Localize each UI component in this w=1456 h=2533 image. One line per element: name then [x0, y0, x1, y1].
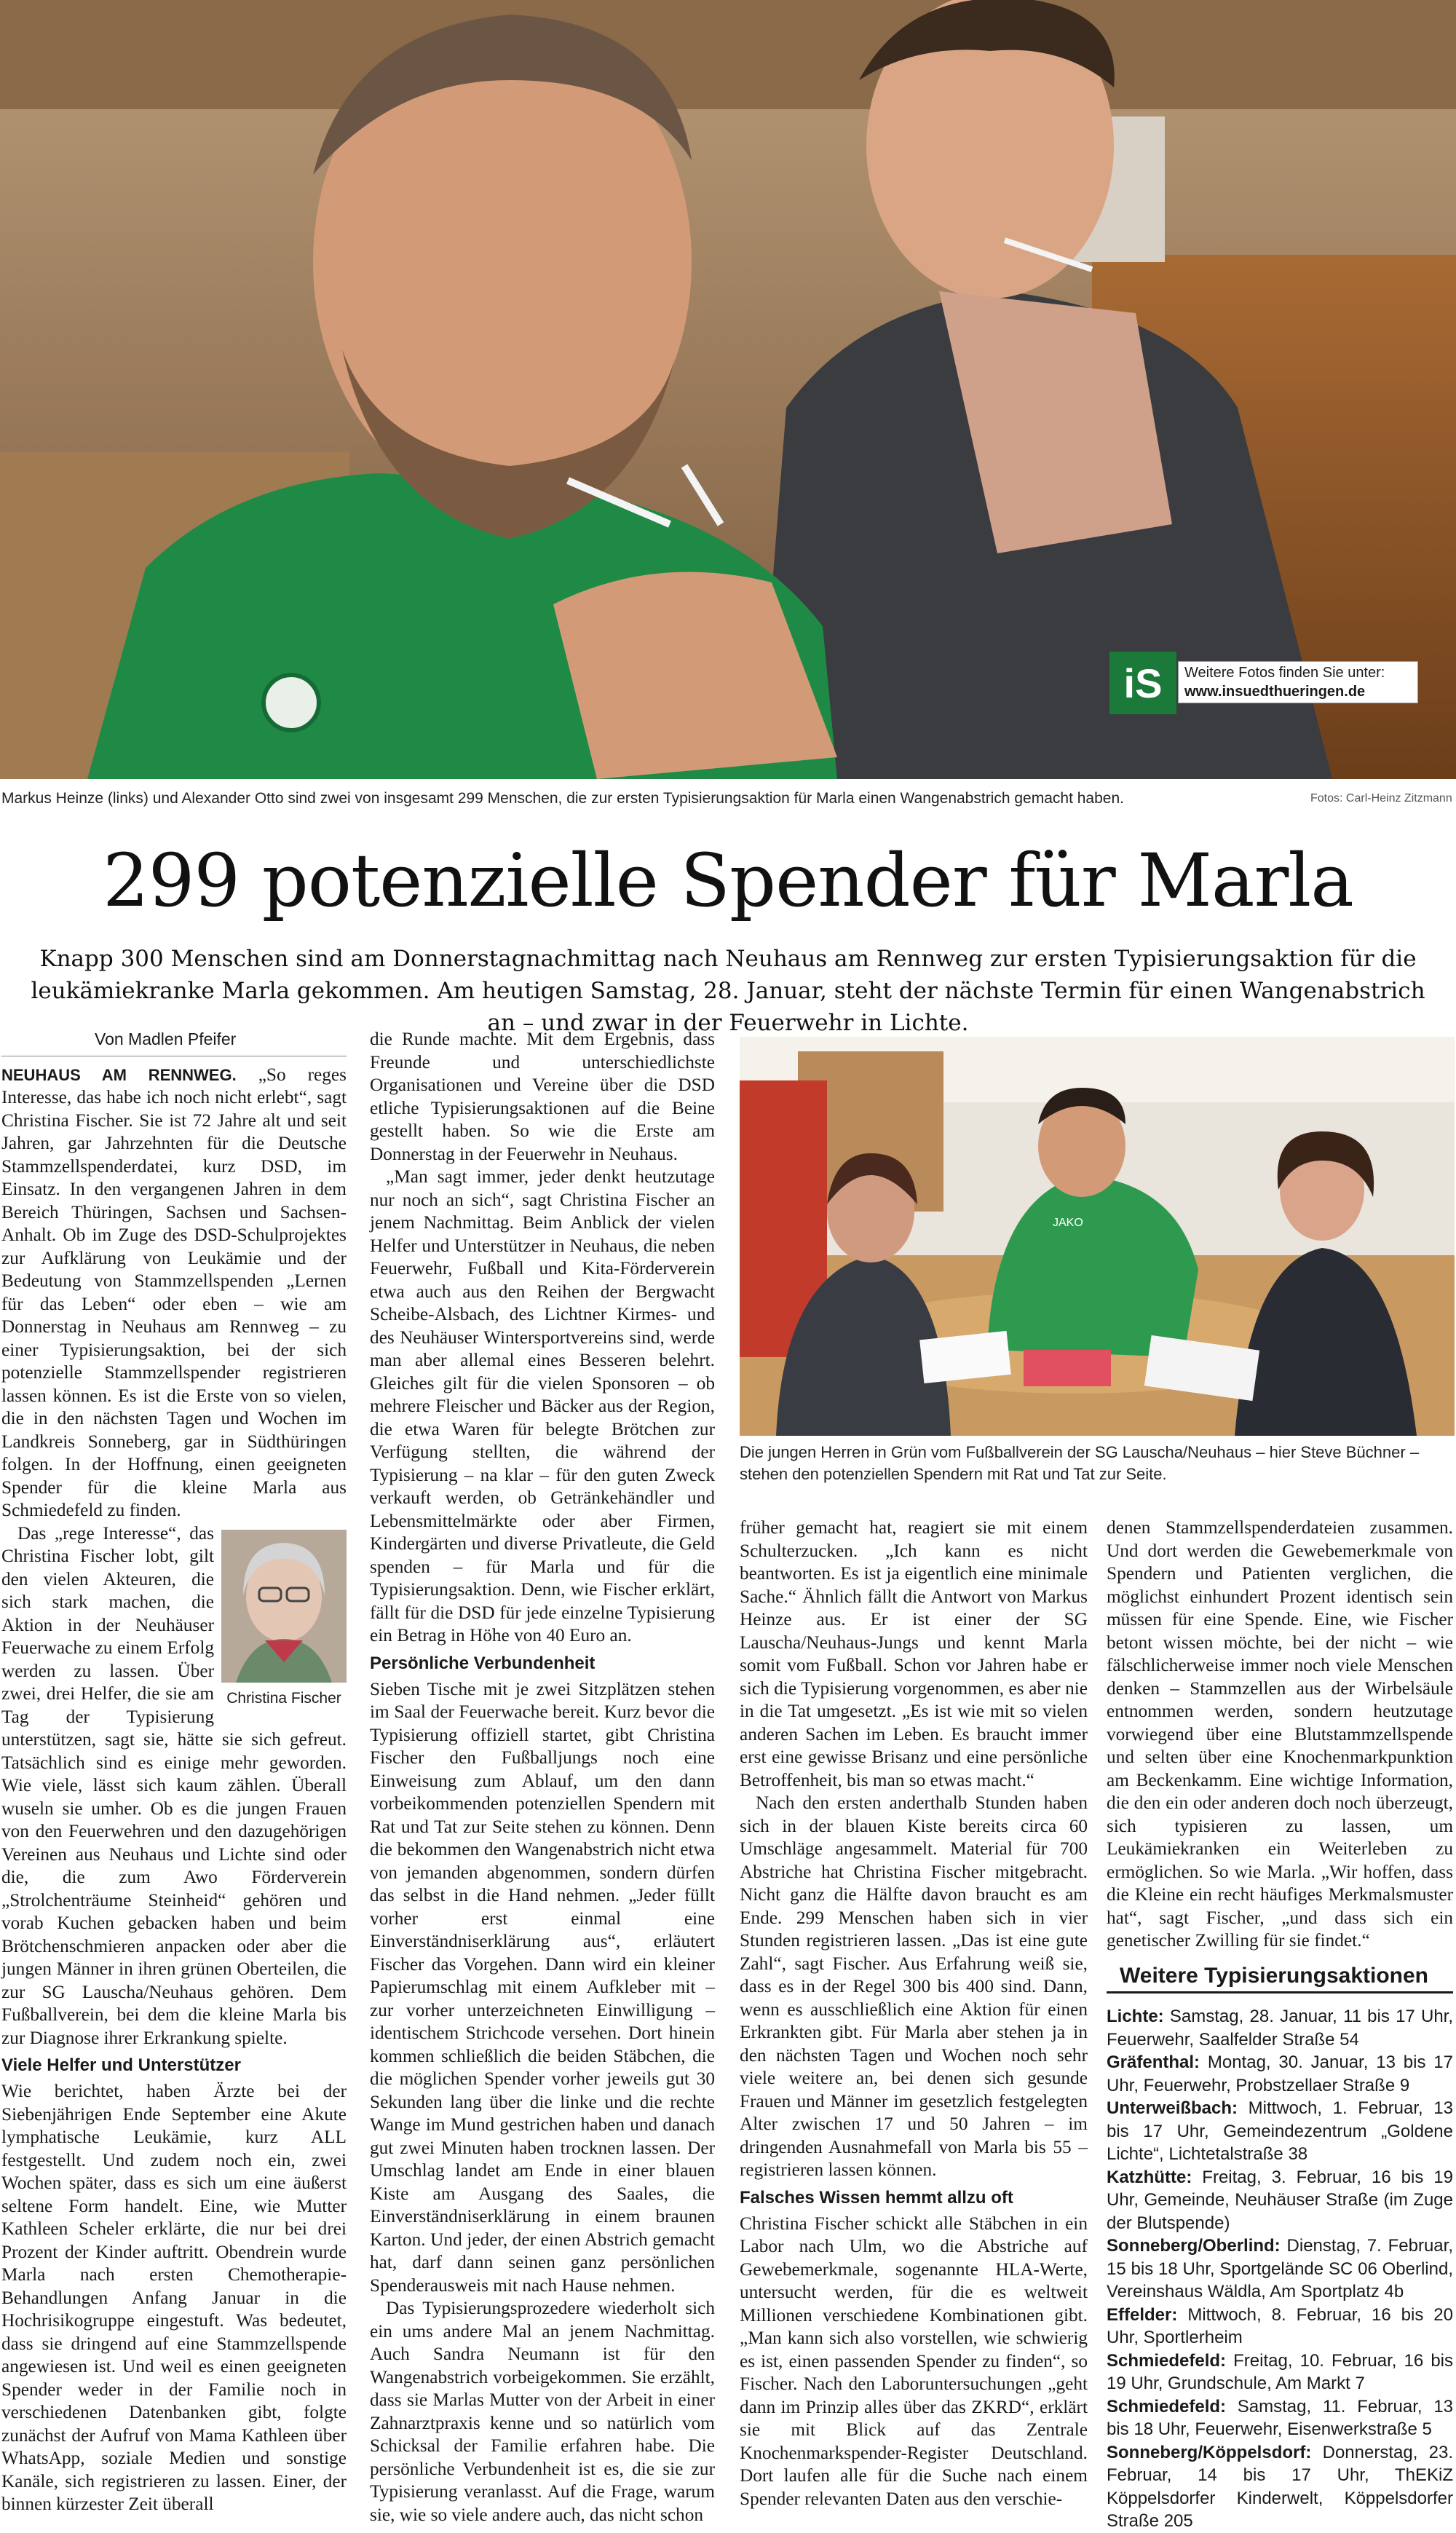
paragraph: denen Stammzellspenderdateien zusammen. Und dort werden die Gewebemerkmale von Spendern und Patienten verglichen, die möglichst einhundert Prozent identisch sein müssen für eine Spende. Eine, wie Fischer betont wissen möchte, bei der nicht – wie fälschlicherweise immer noch viele Menschen denken – Stammzellen aus der Wirbelsäule entnommen werden, sondern heutzutage vorwiegend über eine Blutstammzellspende und selten über eine Knochenmarkpunktion am Beckenkamm. Eine wichtige Information, die den ein oder anderen doch noch überzeugt, sich typisieren zu lassen, um Leukämiekranken ein Weiterleben zu ermöglichen. So wie Marla. „Wir hoffen, dass die Kleine ein recht häufiges Merkmalsmuster hat“, sagt Fischer, „und dass sich ein genetischer Zwilling für sie findet.“: [1107, 1517, 1453, 1951]
events-list: [1107, 2005, 1453, 2533]
paragraph: Das Typisierungsprozedere wiederholt sich ein ums andere Mal an jenem Nachmittag. Auch Sandra Neumann ist für den Wangenabstrich vorbeigekommen. Sie erzählt, dass sie Marlas Mutter von der Arbeit in einer Zahnarztpraxis kenne und so natürlich vom Schicksal der Familie erfahren habe. Die persönliche Verbundenheit ist es, die sie zur Typisierung veranlasst. Auf die Frage, warum sie, wie so viele andere auch, das nicht schon: [370, 2298, 715, 2525]
paragraph: die Runde machte. Mit dem Ergebnis, dass Freunde und unterschiedlichste Organisationen und Vereine über die DSD etliche Typisierungsaktionen auf die Beine gestellt haben. So wie die Erste am Donnerstag in der Feuerwehr in Neuhaus.: [370, 1029, 715, 1164]
article-column-2: [370, 1028, 715, 2526]
paragraph: [1, 1064, 347, 1522]
event-item: [1107, 2304, 1453, 2350]
event-place: Schmiedefeld:: [1107, 2396, 1227, 2417]
article-column-4: [1107, 1517, 1453, 2533]
paragraph: Wie berichtet, haben Ärzte bei der Siebenjährigen Ende September eine Akute lymphatische Leukämie, kurz ALL festgestellt. Und zudem noch ein, zwei Wochen später, dass es sich um eine äußerst seltene Form handelt. Eine, wie Mutter Kathleen Scheler erklärte, die nur bei drei Prozent der Kinder auftritt. Obendrein wurde Marla nach ersten Chemotherapie-Behandlungen Anfang Januar in die Hochrisikogruppe eingestuft. Was bedeutet, dass sie dringend auf eine Stammzellspende angewiesen ist. Und weil es einen geeigneten Spender weder in der Familie noch in verschiedenen Datenbanken gibt, folgte zunächst der Aufruf von Mama Kathleen über WhatsApp, soziale Medien und sonstige Kanäle, sich registrieren zu lassen. Einer, der binnen kürzester Zeit überall: [1, 2081, 347, 2514]
subheading: Falsches Wissen hemmt allzu oft: [740, 2187, 1013, 2208]
jersey-text: JAKO: [1053, 1217, 1083, 1229]
event-item: [1107, 2005, 1453, 2051]
photo-credit: Fotos: Carl-Heinz Zitzmann: [1310, 792, 1452, 805]
more-photos-link[interactable]: www.insuedthueringen.de: [1184, 684, 1366, 700]
paragraph-text: Das „rege Interesse“, das Christina Fischer lobt, gilt den vielen Akteuren, die sich stark machen, die Aktion in der Neuhäuser Feuerwache zu einem Erfolg werden zu lassen. Über zwei, drei Helfer, die sie am Tag der Typisierung unterstützen, sagt sie, hätte sie sich gefreut. Tatsächlich sind es einige mehr geworden. Wie viele, lässt sich kaum zählen. Überall wuseln sie umher. Ob es die jungen Frauen von den Feuerwehren und den dazugehörigen Vereinen aus Neuhaus und Lichte sind oder die, die: [1, 1522, 347, 1887]
event-place: Sonneberg/Köppelsdorf:: [1107, 2442, 1312, 2462]
paragraph: Christina Fischer schickt alle Stäbchen in ein Labor nach Ulm, wo die Abstriche auf Gewebemerkmale, sogenannte HLA-Werte, untersucht werden, für die es weltweit Millionen verschiedene Kombinationen gibt. „Man kann sich also vorstellen, wie schwierig es ist, einen passenden Spender zu finden“, so Fischer. Nach den Laboruntersuchungen „geht dann im Prinzip alles über das ZKRD“, erklärt sie mit Blick auf das Zentrale Knochenmarkspender-Register Deutschland. Dort laufen alle für die Suche nach einem Spender relevanten Daten aus den verschie-: [740, 2213, 1088, 2509]
event-item: [1107, 2395, 1453, 2441]
lead-text: Knapp 300 Menschen sind am Donnerstagnachmittag nach Neuhaus am Rennweg zur ersten Typisierungsaktion für die leukämiekranke Marla gekommen. Am heutigen Samstag, 28. Januar, steht der nächste Termin für einen Wangenabstrich an – und zwar in der Feuerwehr in Lichte.: [31, 946, 1425, 1036]
event-item: [1107, 2097, 1453, 2166]
helpers-photo: [740, 1037, 1455, 1436]
article-column-3: [740, 1517, 1088, 2510]
subheading: Persönliche Verbundenheit: [370, 1653, 596, 1673]
event-place: Katzhütte:: [1107, 2167, 1192, 2187]
paragraph: Nach den ersten anderthalb Stunden haben sich in der blauen Kiste bereits circa 60 Umschläge angesammelt. Material für 700 Abstriche hat Christina Fischer mitgebracht. Nicht ganz die Hälfte davon braucht es am Ende. 299 Menschen haben sich in vier Stunden registrieren lassen. „Das ist eine gute Zahl“, sagt Fischer. Aus Erfahrung weiß sie, dass es in der Regel 300 bis 400 sind. Dann, wenn es ausschließlich eine Aktion für einen Erkrankten gibt. Für Marla aber stehen ja in den nächsten Tagen und Wochen noch sehr viele weitere an, bei denen sich gesunde Frauen und Männer im gesetzlich festgelegten Alter zwischen 17 und 50 Jahren – im dringenden Ausnahmefall von Marla bis 55 – registrieren lassen können.: [740, 1793, 1088, 2180]
hero-photo: [0, 0, 1456, 779]
dateline: NEUHAUS AM RENNWEG.: [1, 1065, 237, 1084]
event-details: Mittwoch, 1. Februar, 13 bis 17 Uhr, Gemeindezentrum „Goldene Lichte“, Lichtetalstraße 38: [1107, 2098, 1453, 2164]
helpers-photo-caption: Die jungen Herren in Grün vom Fußballverein der SG Lauscha/Neuhaus – hier Steve Büchner – stehen den potenziellen Spendern mit Rat und Tat zur Seite.: [740, 1443, 1420, 1483]
sidebar-title: Weitere Typisierungsaktionen: [1107, 1964, 1453, 1994]
event-item: [1107, 2441, 1453, 2533]
event-details: Donnerstag, 23. Februar, 14 bis 17 Uhr, ThEKiZ Köppelsdorfer Kinderwelt, Köppelsdorfer Straße 205: [1107, 2442, 1453, 2531]
paragraph-text: „So reges Interesse, das habe ich noch nicht erlebt“, sagt Christina Fischer. Sie ist 72 Jahre alt und seit Jahren, gar Jahrzehnten für die Deutsche Stammzellspenderdatei, kurz DSD, im Einsatz. In den vergangenen Jahren in dem Bereich Thüringen, Sachsen und Sachsen-Anhalt. Ob im Zuge des DSD-Schulprojektes zur Aufklärung von Leukämie und der Bedeutung von Stammzellspenden „Lernen für das Leben“ oder eben – wie am Donnerstag in Neuhaus am Rennweg – zu einer Typisierungsaktion, bei der sich potenzielle Stammzellspender registrieren lassen können. Es ist die Erste von so vielen, die in den nächsten Tagen und Wochen im Landkreis Sonneberg, gar in Südthüringen folgen. In der Hoffnung, einen geeigneten Spender für die kleine Marla aus Schmiedefeld zu finden.: [1, 1064, 347, 1520]
event-details: Dienstag, 7. Februar, 15 bis 18 Uhr, Sportgelände SC 06 Oberlind, Vereinshaus Wäldla, Am Sportplatz 4b: [1107, 2236, 1453, 2301]
event-place: Effelder:: [1107, 2304, 1178, 2325]
article-column-1: [1, 1028, 347, 2516]
helpers-photo-illustration: [740, 1037, 1455, 1436]
more-photos-badge[interactable]: [1178, 661, 1418, 703]
event-details: Freitag, 10. Februar, 16 bis 19 Uhr, Grundschule, Am Markt 7: [1107, 2350, 1453, 2393]
event-place: Schmiedefeld:: [1107, 2350, 1227, 2371]
event-item: [1107, 2234, 1453, 2304]
event-item: [1107, 2051, 1453, 2097]
insuedthueringen-logo: iS: [1109, 652, 1176, 714]
event-place: Gräfenthal:: [1107, 2052, 1200, 2072]
paragraph: früher gemacht hat, reagiert sie mit einem Schulterzucken. „Ich kann es nicht beantworten. Es ist ja eigentlich eine minimale Sache.“ Ähnlich fällt die Antwort von Markus Heinze aus. Er ist einer der SG Lauscha/Neuhaus-Jungs und kennt Marla somit vom Fußball. Schon vor Jahren habe er sich die Typisierung vorgenommen, es aber nie in die Tat umgesetzt. „Es ist wie mit so vielen anderen Sachen im Leben. Es braucht immer erst eine gewisse Brisanz und eine persönliche Betroffenheit, bis man so etwas macht.“: [740, 1517, 1088, 1790]
event-item: [1107, 2350, 1453, 2395]
portrait-caption: Christina Fischer: [226, 1689, 341, 1707]
paragraph: Sieben Tische mit je zwei Sitzplätzen stehen im Saal der Feuerwache bereit. Kurz bevor die Typisierung offiziell startet, gibt Christina Fischer den Fußballjungs noch eine Einweisung zum Ablauf, um den dann vorbeikommenden potenziellen Spendern mit Rat und Tat zur Seite stehen zu können. Denn die bekommen den Wangenabstrich nicht etwa von jemanden abgenommen, sondern dürfen das selbst in die Hand nehmen. „Jeder füllt vorher erst einmal eine Einverständniserklärung aus“, erläutert Fischer das Vorgehen. Dann wird ein kleiner Papierumschlag mit einem Aufkleber mit – zur vorher unterzeichneten Einwilligung – identischem Strichcode versehen. Dort hinein kommen schließlich die beiden Stäbchen, die die möglichen Spender vorher jeweils gut 30 Sekunden lang über die linke und die rechte Wange im Mund gestrichen haben und danach gut zwei Minuten haben trocknen lassen. Der Umschlag landet am Ende in einer blauen Kiste am Ausgang des Saales, die Einverständniserklärung in einem braunen Karton. Und jeder, der einen Abstrich gemacht hat, darf dann seinen ganz persönlichen Spenderausweis mit nach Hause nehmen.: [370, 1678, 715, 2296]
event-place: Lichte:: [1107, 2007, 1164, 2026]
paragraph-text: zum Awo Förderverein „Strolchenträume Steinheid“ gehören und vorab Kuchen gebacken haben und beim Brötchenschmieren anpacken oder aber die jungen Männer in ihren grünen Oberteilen, die zur SG Lauscha/Neuhaus gehören. Dem Fußballverein, bei dem die kleine Marla bis zur Diagnose ihrer Erkrankung spielte.: [1, 1867, 347, 2048]
event-details: Samstag, 28. Januar, 11 bis 17 Uhr, Feuerwehr, Saalfelder Straße 54: [1107, 2007, 1453, 2050]
more-photos-text: Weitere Fotos finden Sie unter:: [1184, 665, 1385, 681]
event-details: Montag, 30. Januar, 13 bis 17 Uhr, Feuerwehr, Probstzellaer Straße 9: [1107, 2052, 1453, 2095]
paragraph: [1, 1522, 347, 2050]
event-details: Samstag, 11. Februar, 13 bis 18 Uhr, Feuerwehr, Eisenwerkstraße 5: [1107, 2396, 1453, 2439]
hero-caption: Markus Heinze (links) und Alexander Otto sind zwei von insgesamt 299 Menschen, die zur ersten Typisierungsaktion für Marla einen Wangenabstrich gemacht haben.: [1, 790, 1124, 807]
headline: 299 potenzielle Spender für Marla: [103, 838, 1353, 923]
sidebar-events: [1107, 1964, 1453, 2533]
portrait-block: [221, 1530, 347, 1710]
event-place: Unterweißbach:: [1107, 2098, 1238, 2118]
portrait-photo: [221, 1530, 347, 1683]
event-details: Mittwoch, 8. Februar, 16 bis 20 Uhr, Sportlerheim: [1107, 2304, 1453, 2347]
event-details: Freitag, 3. Februar, 16 bis 19 Uhr, Gemeinde, Neuhäuser Straße (im Zuge der Blutspende): [1107, 2167, 1453, 2233]
subheading: Viele Helfer und Unterstützer: [1, 2055, 241, 2075]
event-place: Sonneberg/Oberlind:: [1107, 2236, 1281, 2256]
lead-paragraph: [0, 943, 1456, 1039]
event-item: [1107, 2166, 1453, 2235]
byline: Von Madlen Pfeifer: [1, 1028, 347, 1056]
paragraph: „Man sagt immer, jeder denkt heutzutage nur noch an sich“, sagt Christina Fischer an jenem Nachmittag. Beim Anblick der vielen Helfer und Unterstützer in Neuhaus, die neben Feuerwehr, Fußball und Kita-Förderverein etwa auch aus den Reihen der Bergwacht Scheibe-Alsbach, des Lichtner Kirmes- und des Neuhäuser Wintersportvereins sind, werde man aber allemal eines Besseren belehrt. Gleiches gilt für die vielen Sponsoren – ob mehrere Fleischer und Bäcker aus der Region, die etwa Waren für belegte Brötchen zur Verfügung stellten, die während der Typisierung – na klar – für den guten Zweck verkauft werden, ob Getränkehändler und Lebensmittelmärkte oder aber Firmen, Kindergärten und diverse Privatleute, die Geld spenden – für Marla und für die Typisierungsaktion. Denn, wie Fischer erklärt, fällt für die DSD für jede einzelne Typisierung ein Betrag in Höhe von 40 Euro an.: [370, 1166, 715, 1645]
